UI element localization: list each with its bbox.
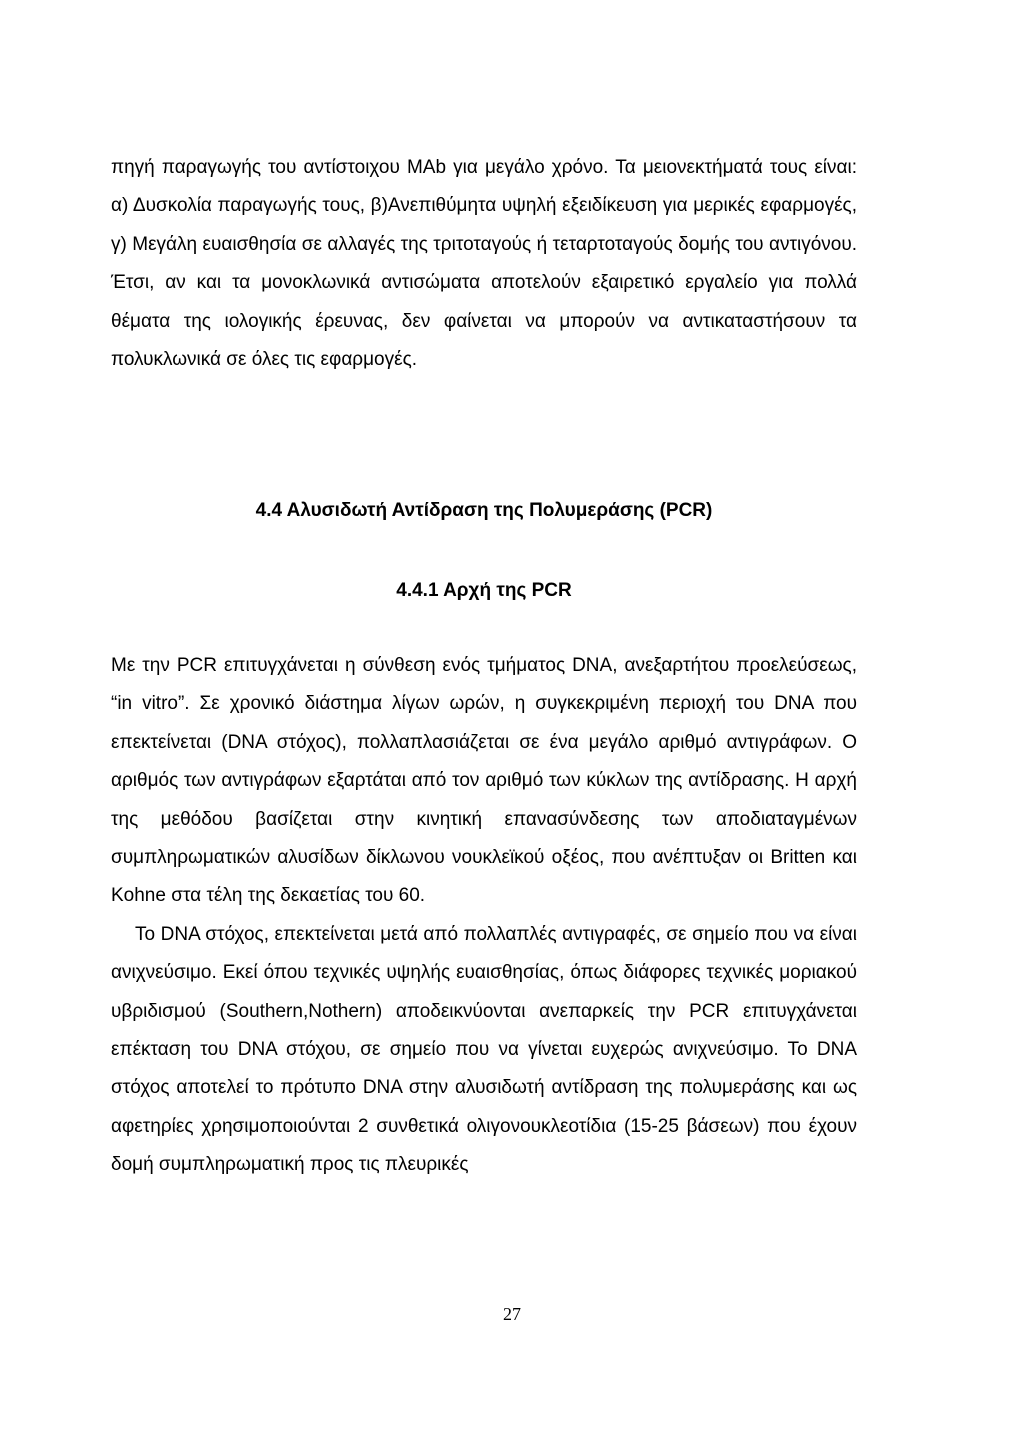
subsection-heading: 4.4.1 Αρχή της PCR	[396, 580, 572, 601]
pcr-principle-text-block	[111, 647, 857, 1185]
continuation-paragraph: πηγή παραγωγής του αντίστοιχου MAb για μεγάλο χρόνο. Τα μειονεκτήματά τους είναι: α) Δυσκολία παραγωγής τους, β)Ανεπιθύμητα υψηλή εξειδίκευση για μερικές εφαρμογές, γ) Μεγάλη ευαισθησία σε αλλαγές της τριτοταγούς ή τεταρτοταγούς δομής του αντιγόνου. Έτσι, αν και τα μονοκλωνικά αντισώματα αποτελούν εξαιρετικό εργαλείο για πολλά θέματα της ιολογικής έρευνας, δεν φαίνεται να μπορούν να αντικαταστήσουν τα πολυκλωνικά σε όλες τις εφαρμογές.	[111, 157, 857, 371]
body-paragraph: Με την PCR επιτυγχάνεται η σύνθεση ενός τμήματος DNA, ανεξαρτήτου προελεύσεως, “in vitro”. Σε χρονικό διάστημα λίγων ωρών, η συγκεκριμένη περιοχή του DNA που επεκτείνεται (DNA στόχος), πολλαπλασιάζεται σε ένα μεγάλο αριθμό αντιγράφων. Ο αριθμός των αντιγράφων εξαρτάται από τον αριθμό των κύκλων της αντίδρασης. Η αρχή της μεθόδου βασίζεται στην κινητική επανασύνδεσης των αποδιαταγμένων συμπληρωματικών αλυσίδων δίκλωνου νουκλεϊκού οξέος, που ανέπτυξαν οι Britten και Kohne στα τέλη της δεκαετίας του 60.	[111, 655, 857, 907]
page-number: 27	[503, 1304, 521, 1324]
body-paragraph: Το DNA στόχος, επεκτείνεται μετά από πολλαπλές αντιγραφές, σε σημείο που να είναι ανιχνεύσιμο. Εκεί όπου τεχνικές υψηλής ευαισθησίας, όπως διάφορες τεχνικές μοριακού υβριδισμού (Southern,Nothern) αποδεικνύονται ανεπαρκείς την PCR επιτυγχάνεται επέκταση του DNA στόχου, σε σημείο που να γίνεται ευχερώς ανιχνεύσιμο. Το DNA στόχος αποτελεί το πρότυπο DNA στην αλυσιδωτή αντίδραση της πολυμεράσης και ως αφετηρίες χρησιμοποιούνται 2 συνθετικά ολιγονουκλεοτίδια (15-25 βάσεων) που έχουν δομή συμπληρωματική προς τις πλευρικές	[111, 923, 857, 1176]
section-heading: 4.4 Αλυσιδωτή Αντίδραση της Πολυμεράσης (PCR)	[255, 500, 713, 521]
continuation-text-block	[111, 149, 857, 379]
